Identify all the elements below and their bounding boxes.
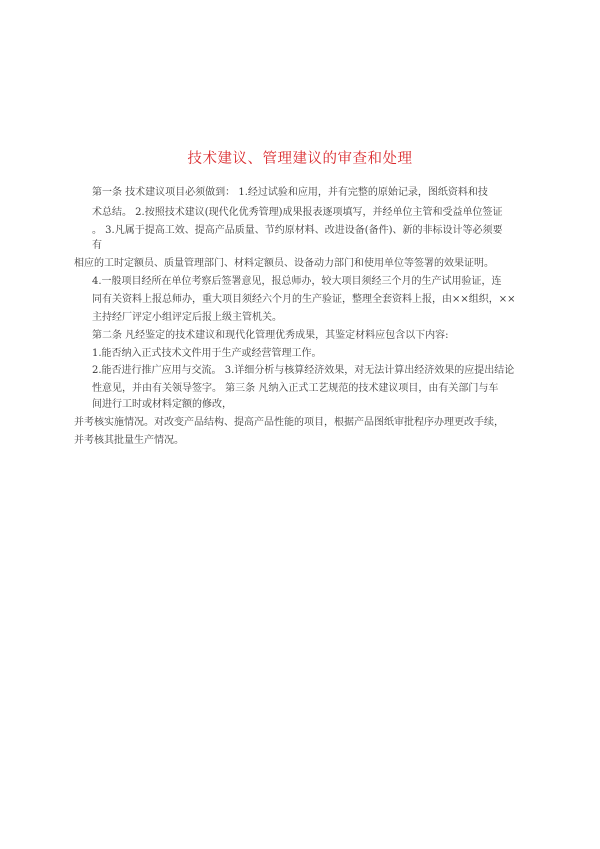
body-line: 术总结。 2.按照技术建议(现代化优秀管理)成果报表逐项填写，并经单位主管和受益单位签证 — [92, 207, 503, 218]
body-line: 并考核其批量生产情况。 — [74, 435, 184, 446]
body-line: 相应的工时定额员、质量管理部门、材料定额员、设备动力部门和使用单位等签署的效果证明。 — [74, 258, 494, 269]
body-line: 。 3.凡属于提高工效、提高产品质量、节约原材料、改进设备(备件)、新的非标设计等必须要 — [92, 225, 503, 236]
document-title: 技术建议、管理建议的审查和处理 — [187, 151, 413, 167]
body-line: 1.能否纳入正式技术文件用于生产或经营管理工作。 — [92, 348, 322, 359]
body-line: 性意见，并由有关领导签字。 第三条 凡纳入正式工艺规范的技术建议项目，由有关部门与车 — [92, 383, 499, 394]
body-line: 4.一般项目经所在单位考察后签署意见，报总师办，较大项目须经三个月的生产试用验证，连 — [92, 276, 502, 287]
body-line: 主持经厂评定小组评定后报上级主管机关。 — [92, 312, 282, 323]
body-line: 第一条 技术建议项目必须做到： 1.经过试验和应用，并有完整的原始记录，图纸资料和技 — [92, 187, 488, 198]
body-line: 并考核实施情况。对改变产品结构、提高产品性能的项目，根据产品图纸审批程序办理更改手续， — [74, 417, 504, 428]
body-line: 同有关资料上报总师办，重大项目须经六个月的生产验证，整理全套资料上报，由××组织，×× — [92, 294, 516, 305]
body-line: 第二条 凡经鉴定的技术建议和现代化管理优秀成果，其鉴定材料应包含以下内容: — [92, 330, 449, 341]
body-line: 间进行工时或材料定额的修改， — [92, 399, 232, 410]
body-line: 有 — [92, 240, 102, 251]
body-line: 2.能否进行推广应用与交流。 3.详细分析与核算经济效果，对无法计算出经济效果的应提出结论 — [92, 365, 515, 376]
